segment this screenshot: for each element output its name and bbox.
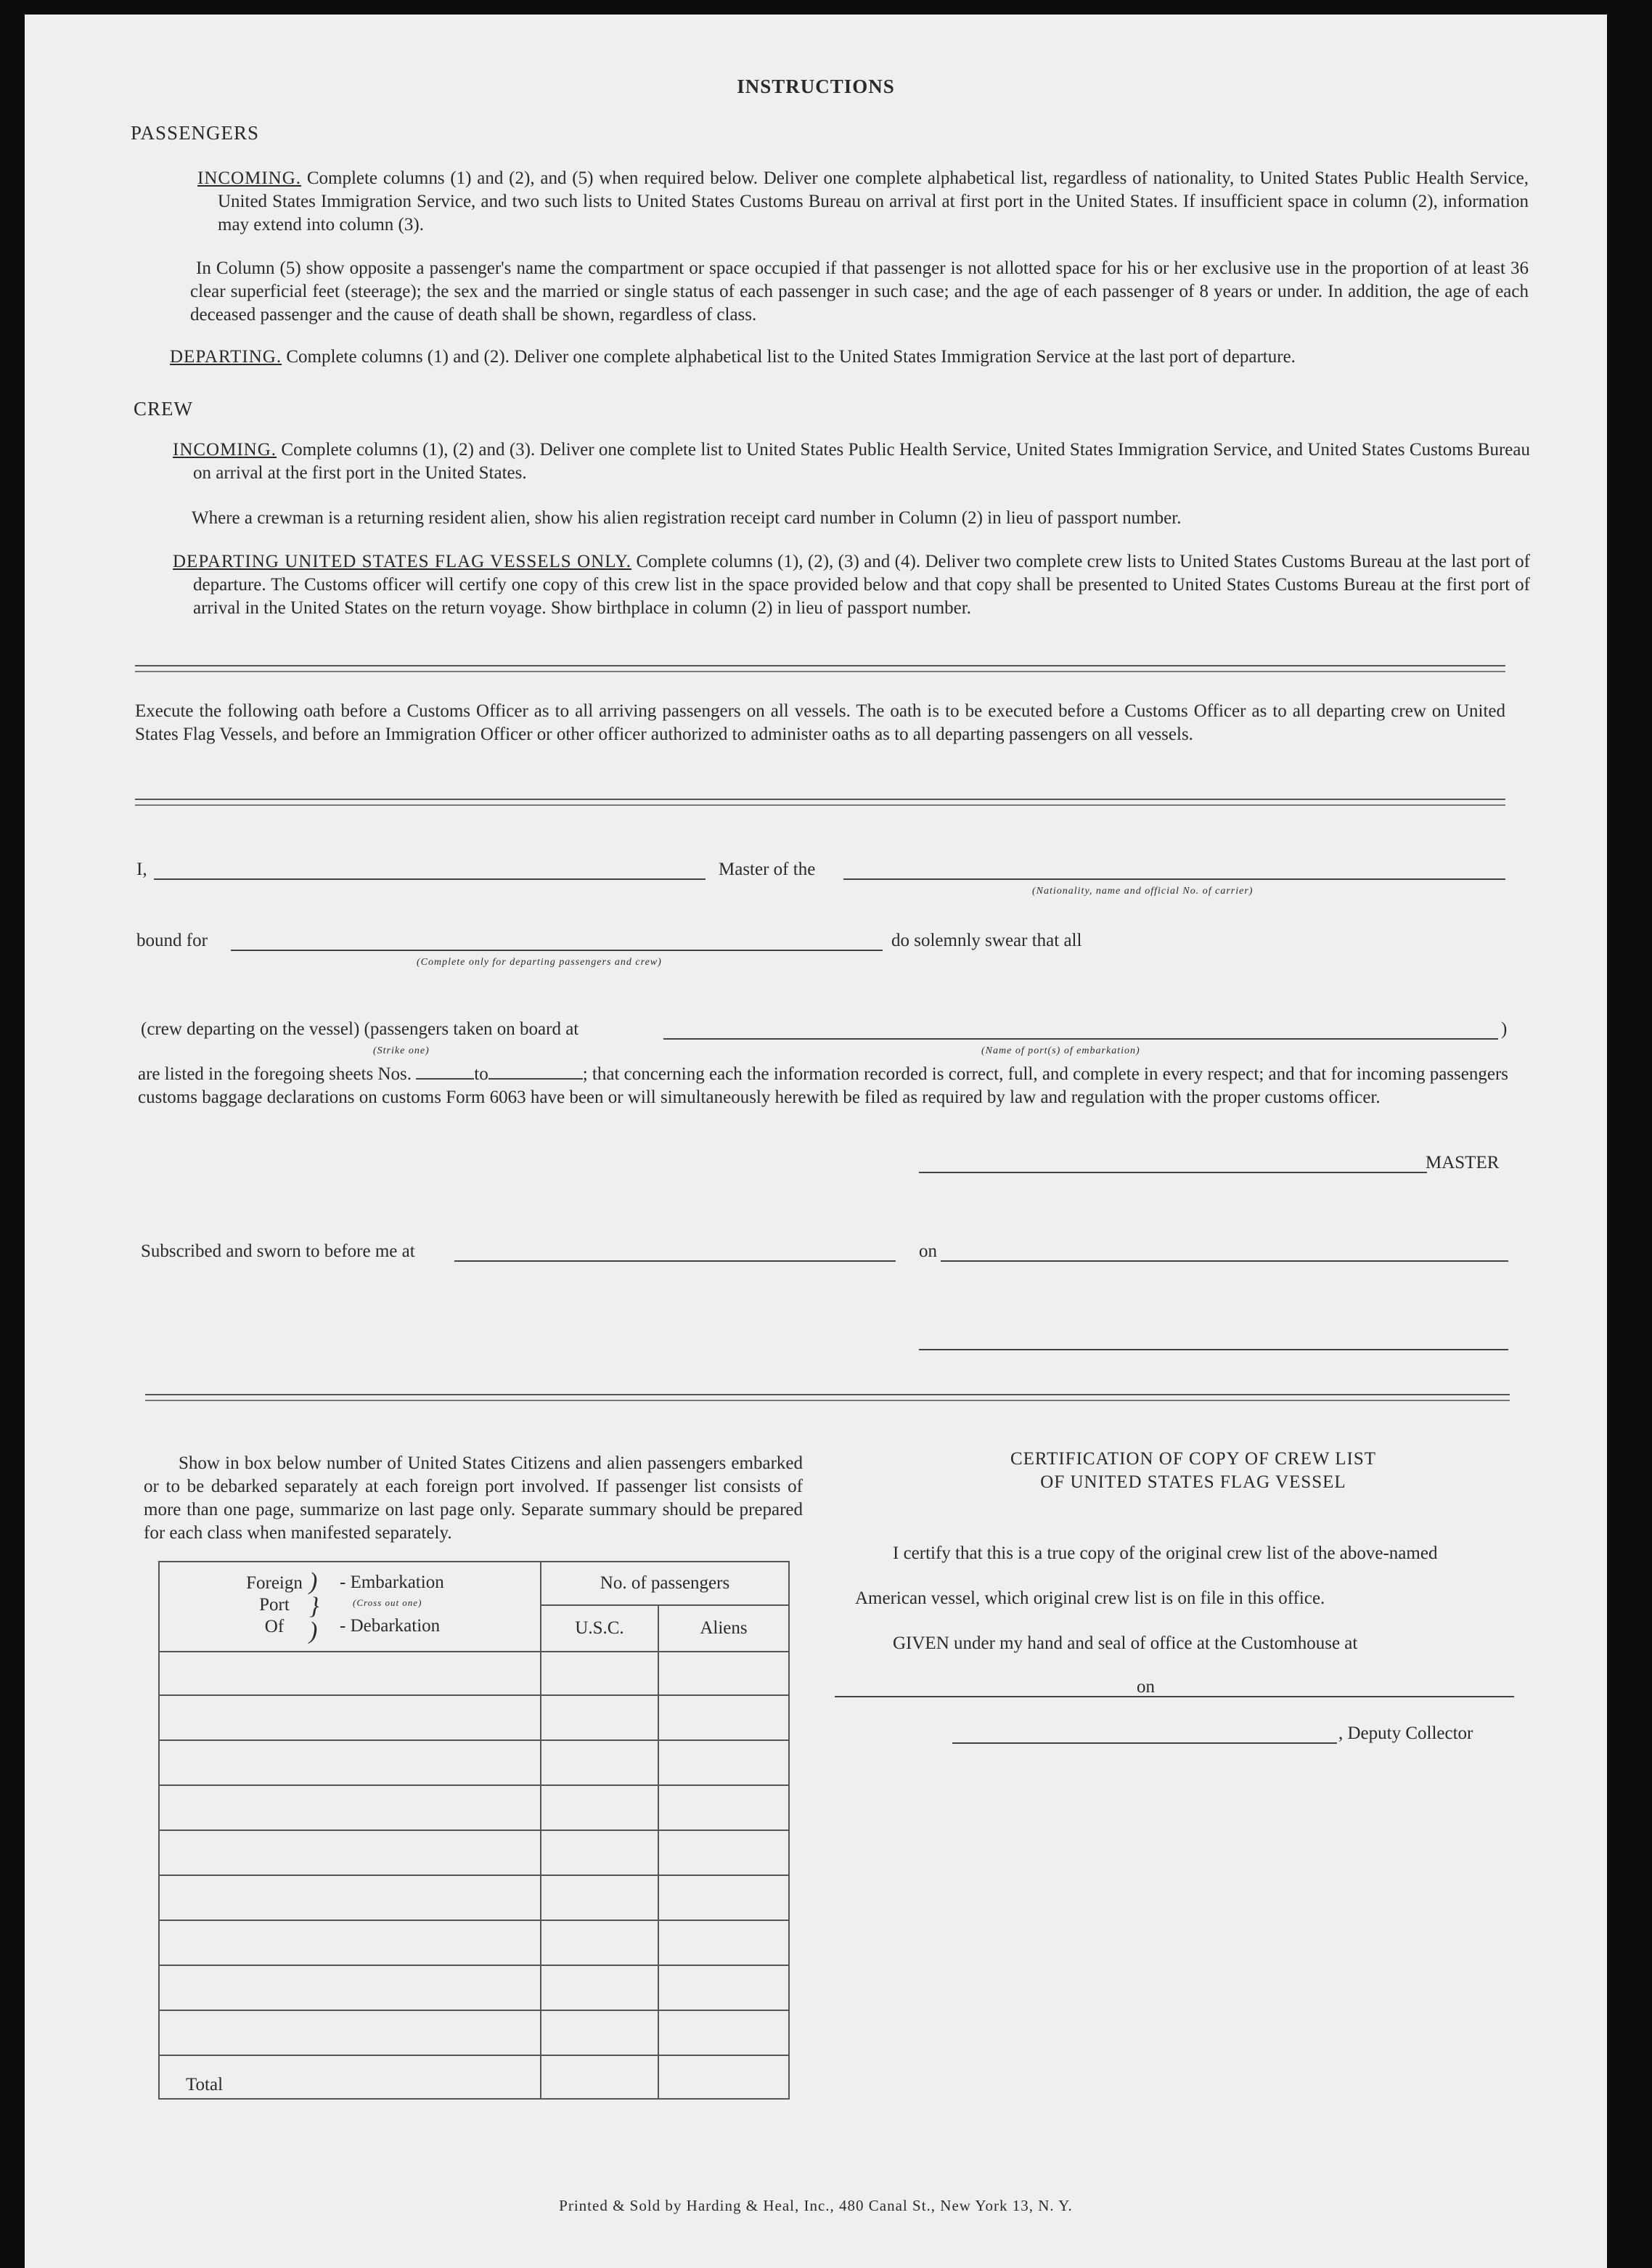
master-of-label: Master of the bbox=[719, 860, 816, 879]
passengers-departing-paragraph bbox=[170, 346, 1529, 369]
deputy-signature-field[interactable] bbox=[952, 1742, 1337, 1744]
table-row bbox=[159, 1695, 789, 1740]
aliens-cell[interactable] bbox=[658, 1740, 789, 1785]
no-passengers-header: No. of passengers bbox=[541, 1562, 789, 1605]
crew-departing-text: Complete columns (1), (2), (3) and (4). Deliver two complete crew lists to United States Customs Bureau at the last port of departure. The Customs officer will certify one copy of this crew list in the space provided below and that copy shall be presented to United States Customs Bureau at the first port of arrival in the United States on the return voyage. Show birthplace in column (2) in lieu of passport number. bbox=[193, 552, 1531, 618]
section-divider bbox=[145, 1394, 1510, 1401]
master-name-field[interactable] bbox=[154, 878, 706, 880]
bracket-icon: ) } ) bbox=[309, 1568, 319, 1644]
table-row bbox=[159, 1965, 789, 2010]
passengers-incoming-text: Complete columns (1) and (2), and (5) when required below. Deliver one complete alphabetical list, regardless of nationality, to United States Public Health Service, United States Immigration Service, and two such lists to United States Customs Bureau on arrival at first port in the United States. If insufficient space in column (2), information may extend into column (3). bbox=[218, 168, 1529, 234]
officer-signature-field[interactable] bbox=[919, 1349, 1508, 1350]
aliens-cell[interactable] bbox=[658, 1652, 789, 1695]
departing-hint: (Complete only for departing passengers and crew) bbox=[417, 957, 662, 968]
total-label: Total bbox=[159, 2055, 541, 2099]
aliens-cell[interactable] bbox=[658, 1875, 789, 1920]
on-label: on bbox=[919, 1241, 937, 1261]
foreign-label: Foreign bbox=[246, 1573, 303, 1593]
passengers-departing-lead: DEPARTING. bbox=[170, 347, 282, 367]
certification-title-line1: CERTIFICATION OF COPY OF CREW LIST bbox=[1010, 1449, 1377, 1469]
section-divider bbox=[135, 665, 1505, 672]
certify-date-field[interactable] bbox=[1157, 1696, 1514, 1697]
listed-paragraph bbox=[138, 1063, 1508, 1109]
embarkation-label: - Embarkation bbox=[340, 1572, 444, 1592]
subscribed-label: Subscribed and sworn to before me at bbox=[141, 1241, 415, 1261]
master-signature-field[interactable] bbox=[919, 1172, 1427, 1173]
customhouse-field[interactable] bbox=[835, 1696, 1160, 1697]
passenger-summary-table bbox=[158, 1561, 790, 2100]
crew-incoming-paragraph bbox=[173, 438, 1530, 485]
usc-cell[interactable] bbox=[541, 1965, 658, 2010]
crew-alien-paragraph: Where a crewman is a returning resident alien, show his alien registration receipt card number in Column (2) in lieu of passport number. bbox=[192, 508, 1182, 528]
embarkation-port-field[interactable] bbox=[663, 1038, 1498, 1040]
sheet-to-field[interactable] bbox=[488, 1078, 583, 1080]
table-row bbox=[159, 1652, 789, 1695]
port-cell[interactable] bbox=[159, 1652, 541, 1695]
usc-header: U.S.C. bbox=[541, 1605, 658, 1652]
usc-cell[interactable] bbox=[541, 1785, 658, 1830]
listed-rest: ; that concerning each the information recorded is correct, full, and complete in every respect; and that for incoming passengers customs baggage declarations on customs Form 6063 have been or will simultaneously herewith be filed as required by law and regulation with the proper customs officer. bbox=[138, 1064, 1508, 1107]
page-title: INSTRUCTIONS bbox=[737, 76, 895, 97]
aliens-cell[interactable] bbox=[658, 1965, 789, 2010]
aliens-cell[interactable] bbox=[658, 1785, 789, 1830]
usc-cell[interactable] bbox=[541, 1875, 658, 1920]
aliens-cell[interactable] bbox=[658, 1830, 789, 1875]
sworn-date-field[interactable] bbox=[941, 1260, 1508, 1262]
port-cell[interactable] bbox=[159, 1920, 541, 1965]
form-sheet bbox=[25, 15, 1607, 2268]
usc-cell[interactable] bbox=[541, 1830, 658, 1875]
footer-imprint: Printed & Sold by Harding & Heal, Inc., 480 Canal St., New York 13, N. Y. bbox=[559, 2197, 1073, 2214]
crew-departing-paragraph bbox=[173, 550, 1531, 620]
port-hint: (Name of port(s) of embarkation) bbox=[981, 1045, 1140, 1056]
debarkation-label: - Debarkation bbox=[340, 1616, 441, 1636]
port-label: Port bbox=[259, 1595, 290, 1615]
strike-hint: (Strike one) bbox=[373, 1045, 430, 1056]
usc-total-cell[interactable] bbox=[541, 2055, 658, 2099]
table-row bbox=[159, 1785, 789, 1830]
port-cell[interactable] bbox=[159, 2010, 541, 2055]
usc-cell[interactable] bbox=[541, 1652, 658, 1695]
foreign-port-of-labels bbox=[241, 1572, 308, 1638]
table-row bbox=[159, 1740, 789, 1785]
crew-incoming-text: Complete columns (1), (2) and (3). Deliver one complete list to United States Public Health Service, United States Immigration Service, and United States Customs Bureau on arrival at the first port in the United States. bbox=[193, 440, 1530, 483]
close-paren: ) bbox=[1501, 1019, 1508, 1039]
passengers-heading: PASSENGERS bbox=[131, 122, 260, 144]
table-row bbox=[159, 2010, 789, 2055]
passengers-departing-text: Complete columns (1) and (2). Deliver one complete alphabetical list to the United States Immigration Service at the last port of departure. bbox=[286, 347, 1296, 367]
sheet-from-field[interactable] bbox=[416, 1078, 474, 1080]
usc-cell[interactable] bbox=[541, 1740, 658, 1785]
certification-title-line2: OF UNITED STATES FLAG VESSEL bbox=[1040, 1472, 1346, 1492]
port-cell[interactable] bbox=[159, 1740, 541, 1785]
port-cell[interactable] bbox=[159, 1785, 541, 1830]
crew-heading: CREW bbox=[134, 398, 193, 420]
passengers-incoming-lead: INCOMING. bbox=[197, 168, 302, 188]
port-cell[interactable] bbox=[159, 1875, 541, 1920]
master-label: MASTER bbox=[1426, 1153, 1500, 1172]
crew-passengers-label: (crew departing on the vessel) (passengers taken on board at bbox=[141, 1019, 579, 1039]
aliens-cell[interactable] bbox=[658, 1695, 789, 1740]
table-header-row bbox=[159, 1562, 789, 1605]
nationality-hint: (Nationality, name and official No. of carrier) bbox=[1032, 886, 1254, 897]
table-total-row bbox=[159, 2055, 789, 2099]
of-label: Of bbox=[264, 1617, 285, 1636]
sworn-place-field[interactable] bbox=[454, 1260, 896, 1262]
usc-cell[interactable] bbox=[541, 2010, 658, 2055]
crew-incoming-lead: INCOMING. bbox=[173, 440, 277, 460]
passengers-column5-paragraph: In Column (5) show opposite a passenger's name the compartment or space occupied if that passenger is not allotted space for his or her exclusive use in the proportion of at least 36 clear superficial feet (steerage); the sex and the married or single status of each passenger in such case; and the age of each passenger of 8 years or under. In addition, the age of each deceased passenger and the cause of death shall be shown, regardless of class. bbox=[190, 258, 1529, 325]
section-divider bbox=[135, 799, 1505, 806]
passengers-incoming-paragraph bbox=[197, 167, 1529, 237]
usc-cell[interactable] bbox=[541, 1920, 658, 1965]
bound-for-label: bound for bbox=[136, 931, 208, 950]
certify-line2: American vessel, which original crew list is on file in this office. bbox=[855, 1588, 1325, 1608]
port-cell[interactable] bbox=[159, 1695, 541, 1740]
usc-cell[interactable] bbox=[541, 1695, 658, 1740]
certification-title bbox=[830, 1448, 1556, 1494]
deputy-label: , Deputy Collector bbox=[1338, 1724, 1473, 1743]
aliens-cell[interactable] bbox=[658, 1920, 789, 1965]
certify-on-label: on bbox=[1137, 1677, 1155, 1697]
aliens-cell[interactable] bbox=[658, 2010, 789, 2055]
to-label: to bbox=[474, 1064, 488, 1084]
certify-line3: GIVEN under my hand and seal of office at the Customhouse at bbox=[893, 1633, 1358, 1653]
aliens-total-cell[interactable] bbox=[658, 2055, 789, 2099]
table-row bbox=[159, 1920, 789, 1965]
bound-for-field[interactable] bbox=[231, 950, 883, 951]
table-row bbox=[159, 1875, 789, 1920]
certify-line1: I certify that this is a true copy of the original crew list of the above-named bbox=[893, 1543, 1438, 1563]
port-cell[interactable] bbox=[159, 1830, 541, 1875]
oath-i-label: I, bbox=[136, 860, 147, 879]
table-row bbox=[159, 1830, 789, 1875]
cross-out-hint: (Cross out one) bbox=[353, 1597, 422, 1608]
carrier-field[interactable] bbox=[843, 878, 1505, 880]
crew-departing-lead: DEPARTING UNITED STATES FLAG VESSELS ONLY. bbox=[173, 552, 632, 571]
port-header-cell bbox=[159, 1562, 541, 1652]
aliens-header: Aliens bbox=[658, 1605, 789, 1652]
swear-label: do solemnly swear that all bbox=[891, 931, 1082, 950]
oath-intro-paragraph: Execute the following oath before a Customs Officer as to all arriving passengers on all vessels. The oath is to be executed before a Customs Officer as to all departing crew on United States Flag Vessels, and before an Immigration Officer or other officer authorized to administer oaths as to all departing passengers on all vessels. bbox=[135, 701, 1505, 744]
summary-note: Show in box below number of United States Citizens and alien passengers embarked or to be debarked separately at each foreign port involved. If passenger list consists of more than one page, summarize on last page only. Separate summary should be prepared for each class when manifested separately. bbox=[144, 1453, 803, 1543]
port-cell[interactable] bbox=[159, 1965, 541, 2010]
listed-label: are listed in the foregoing sheets Nos. bbox=[138, 1064, 412, 1084]
